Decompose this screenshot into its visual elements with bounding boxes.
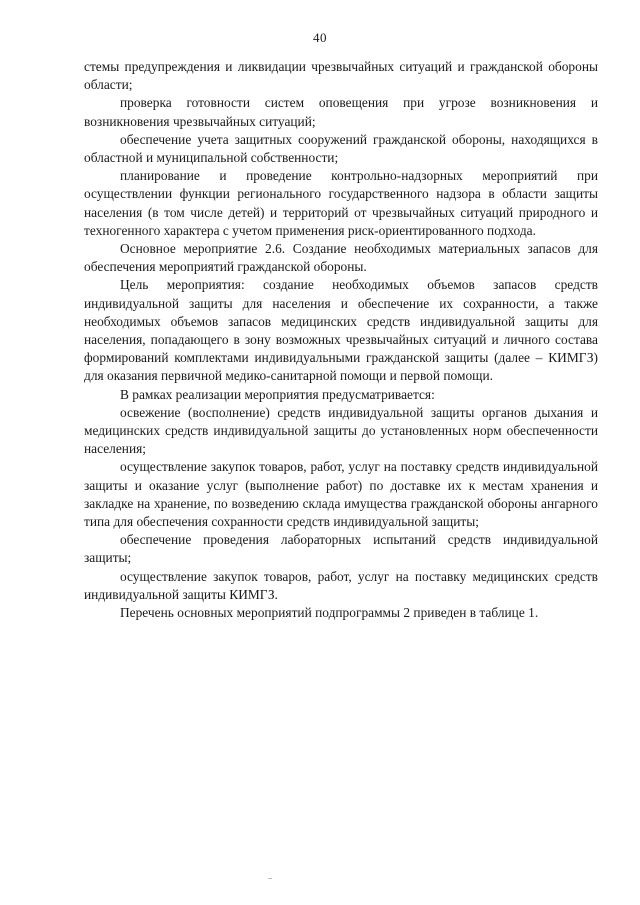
page-number: 40 [313,30,327,45]
paragraph-ppe-replenishment: освежение (восполнение) средств индивидуальной защиты органов дыхания и медицинских средств индивидуальной защиты до установленных норм обеспеченности населения; [84,404,598,457]
paragraph-table-reference: Перечень основных мероприятий подпрограммы 2 приведен в таблице 1. [120,605,539,621]
paragraph-supervision-planning: планирование и проведение контрольно-надзорных мероприятий при осуществлении функции регионального государственного надзора в области защиты населения (в том числе детей) и территорий от чрезвычайных ситуаций природного и техногенного характера с учетом применения риск-ориентированного подхода. [84,168,598,238]
scan-artifact-mark [268,878,272,879]
paragraph-notification-check: проверка готовности систем оповещения при угрозе возникновения и возникновения чрезвычайных ситуаций; [84,95,598,129]
paragraph-main-activity-heading: Основное мероприятие 2.6. Создание необходимых материальных запасов для обеспечения мероприятий гражданской обороны. [84,241,598,275]
paragraph-medical-ppe-procurement: осуществление закупок товаров, работ, услуг на поставку медицинских средств индивидуальной защиты КИМГЗ. [84,568,598,602]
document-body [84,58,598,622]
paragraph-lab-testing: обеспечение проведения лабораторных испытаний средств индивидуальной защиты; [84,532,598,566]
paragraph-activity-scope-intro: В рамках реализации мероприятия предусматривается: [120,386,435,402]
paragraph-shelter-accounting: обеспечение учета защитных сооружений гражданской обороны, находящихся в областной и муниципальной собственности; [84,131,598,166]
paragraph-activity-goal: Цель мероприятия: создание необходимых объемов запасов средств индивидуальной защиты для населения и обеспечение их сохранности, а также необходимых объемов запасов медицинских средств индивидуальной защиты для населения, попадающего в зону возможных чрезвычайных ситуаций и личного состава формирований комплектами индивидуальными гражданской защиты (далее – КИМГЗ) для оказания первичной медико-санитарной помощи и первой помощи. [84,277,598,384]
paragraph-continuation: стемы предупреждения и ликвидации чрезвычайных ситуаций и гражданской обороны области; [84,59,598,93]
paragraph-ppe-procurement: осуществление закупок товаров, работ, услуг на поставку средств индивидуальной защиты и оказание услуг (выполнение работ) по доставке их к местам хранения и закладке на хранение, по возведению склада имущества гражданской обороны ангарного типа для обеспечения сохранности средств индивидуальной защиты; [84,459,598,530]
